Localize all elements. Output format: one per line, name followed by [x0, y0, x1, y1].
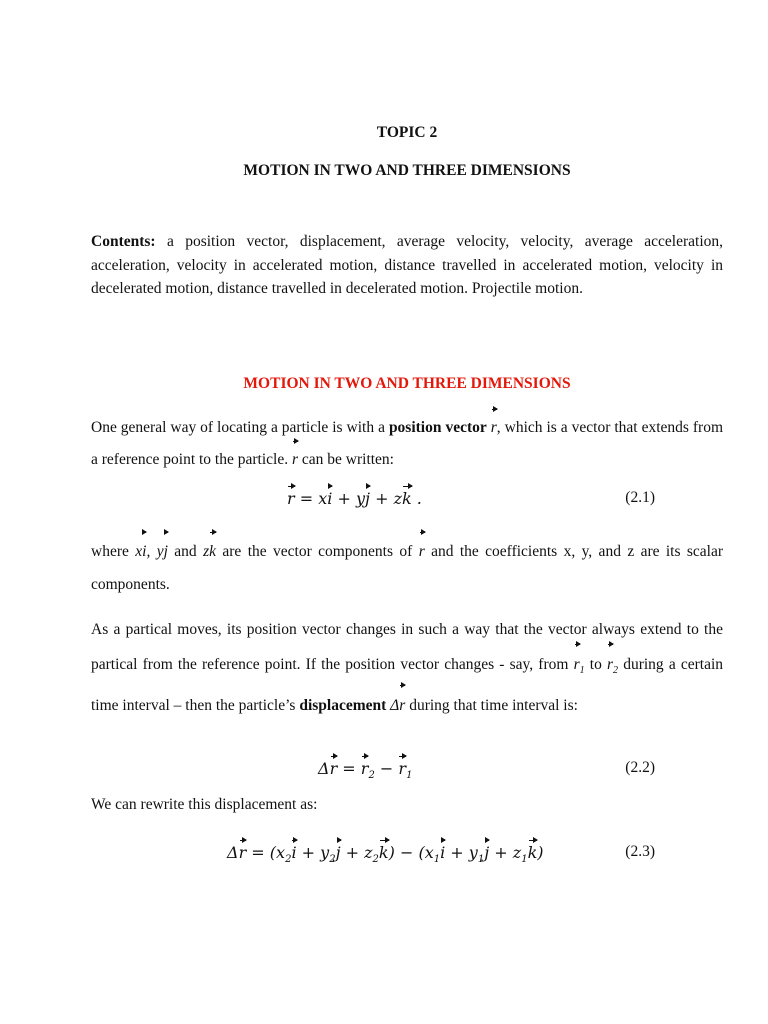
- equation-number: (2.2): [625, 759, 655, 776]
- vector-r: r: [419, 535, 425, 568]
- vector-r: r: [491, 412, 497, 444]
- paragraph-displacement: As a partical moves, its position vector changes in such a way that the vector always extend to the partical from the reference point. If the position vector changes - say, from $r_1$ to $r_2$ during a certain time interval – then the particle’s displacement Δr during that time interval is:: [91, 612, 723, 723]
- section-heading: MOTION IN TWO AND THREE DIMENSIONS: [243, 375, 571, 392]
- contents-paragraph: [91, 230, 723, 301]
- equation-number: (2.1): [625, 489, 655, 506]
- equation-body: $\Delta r = r_2 - r_1$: [318, 759, 413, 782]
- paragraph-rewrite: We can rewrite this displacement as:: [91, 796, 318, 813]
- contents-text: a position vector, displacement, average velocity, velocity, average acceleration, acceleration, velocity in accelerated motion, distance travelled in accelerated motion, velocity in decelerated motion, distance travelled in decelerated motion. Projectile motion.: [91, 233, 723, 297]
- topic-label: TOPIC 2: [376, 124, 438, 141]
- contents-label: Contents:: [91, 233, 156, 250]
- term-position-vector: position vector: [388, 419, 487, 436]
- vector-r: r: [292, 444, 298, 476]
- term-displacement: displacement: [299, 697, 387, 715]
- page-title: MOTION IN TWO AND THREE DIMENSIONS: [243, 162, 571, 179]
- equation-body: r = xi + yj + zk .: [287, 489, 422, 508]
- paragraph-components: where xi, yj and zk are the vector components of r and the coefficients x, y, and z are its scalar components.: [91, 535, 723, 601]
- equation-body: $\Delta r = (x_2i + y_2j + z_2k) - (x_1i + y_1j + z_1k)$: [227, 843, 544, 866]
- paragraph-position-vector: One general way of locating a particle is with a position vector r, which is a vector that extends from a reference point to the particle. r can be written:: [91, 412, 723, 476]
- equation-number: (2.3): [625, 843, 655, 860]
